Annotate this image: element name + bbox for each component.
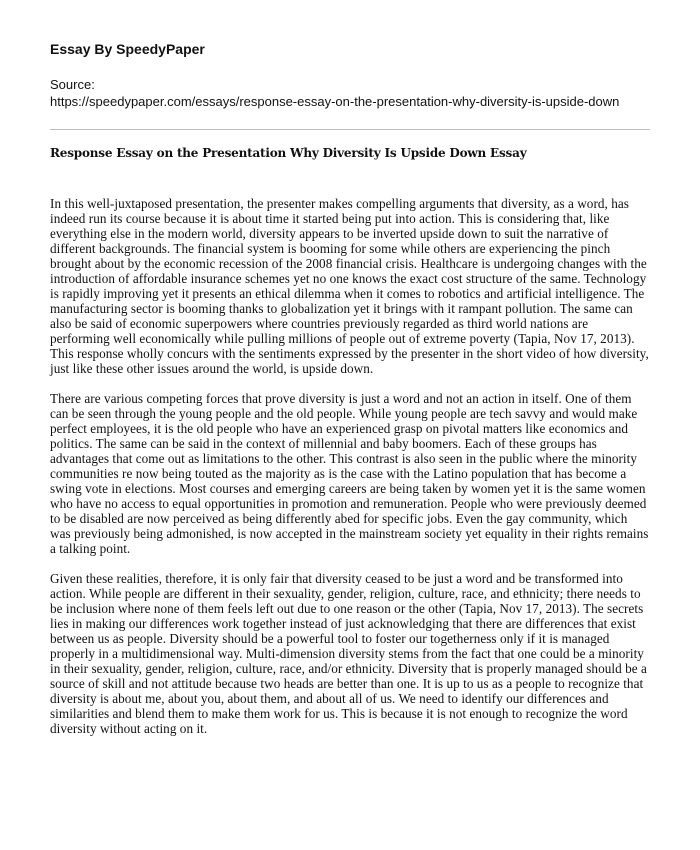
- essay-title: Response Essay on the Presentation Why Diversity Is Upside Down Essay: [50, 146, 527, 160]
- essay-paragraph-1: In this well-juxtaposed presentation, the presenter makes compelling arguments that diversity, as a word, has indeed run its course because it is about time it started being put into action. This is considering that, like everything else in the modern world, diversity appears to be inverted upside down to suit the narrative of different backgrounds. The financial system is booming for some while others are experiencing the pinch brought about by the economic recession of the 2008 financial crisis. Healthcare is undergoing changes with the introduction of affordable insurance schemes yet no one knows the exact cost structure of the same. Technology is rapidly improving yet it presents an ethical dilemma when it comes to robotics and artificial intelligence. The manufacturing sector is booming thanks to globalization yet it brings with it rampant pollution. The same can also be said of economic superpowers where countries previously regarded as third world nations are performing well economically while pulling millions of people out of extreme poverty (Tapia, Nov 17, 2013). This response wholly concurs with the sentiments expressed by the presenter in the short video of how diversity, just like these other issues around the world, is upside down.: [50, 196, 649, 376]
- source-url: https://speedypaper.com/essays/response-essay-on-the-presentation-why-diversity-is-upside-down: [50, 94, 620, 109]
- source-label: Source:: [50, 77, 95, 92]
- essay-body: [50, 196, 650, 736]
- document-header-title: Essay By SpeedyPaper: [50, 41, 205, 57]
- essay-paragraph-3: Given these realities, therefore, it is only fair that diversity ceased to be just a word and be transformed into action. While people are different in their sexuality, gender, religion, culture, race, and ethnicity; there needs to be inclusion where none of them feels left out due to one reason or the other (Tapia, Nov 17, 2013). The secrets lies in making our differences work together instead of just acknowledging that there are differences that exist between us as people. Diversity should be a powerful tool to foster our togetherness only if it is managed properly in a multidimensional way. Multi-dimension diversity stems from the fact that one could be a minority in their sexuality, gender, religion, culture, race, and/or ethnicity. Diversity that is properly managed should be a source of skill and not attitude because two heads are better than one. It is up to us as a people to recognize that diversity is about me, about you, about them, and about all of us. We need to identify our differences and similarities and blend them to make them work for us. This is because it is not enough to recognize the word diversity without acting on it.: [50, 571, 647, 736]
- essay-paragraph-2: There are various competing forces that prove diversity is just a word and not an action in itself. One of them can be seen through the young people and the old people. While young people are tech savvy and would make perfect employees, it is the old people who have an experienced grasp on pivotal matters like economics and politics. The same can be said in the context of millennial and baby boomers. Each of these groups has advantages that come out as limitations to the other. This contrast is also seen in the public where the minority communities re now being touted as the majority as is the case with the Latino population that has become a swing vote in elections. Most courses and emerging careers are being taken by women yet it is the same women who have no access to equal opportunities in promotion and remuneration. People who were previously deemed to be disabled are now perceived as being differently abed for specific jobs. Even the gay community, which was previously being admonished, is now accepted in the mainstream society yet equality in their rights remains a talking point.: [50, 391, 649, 556]
- header-divider: [50, 129, 650, 130]
